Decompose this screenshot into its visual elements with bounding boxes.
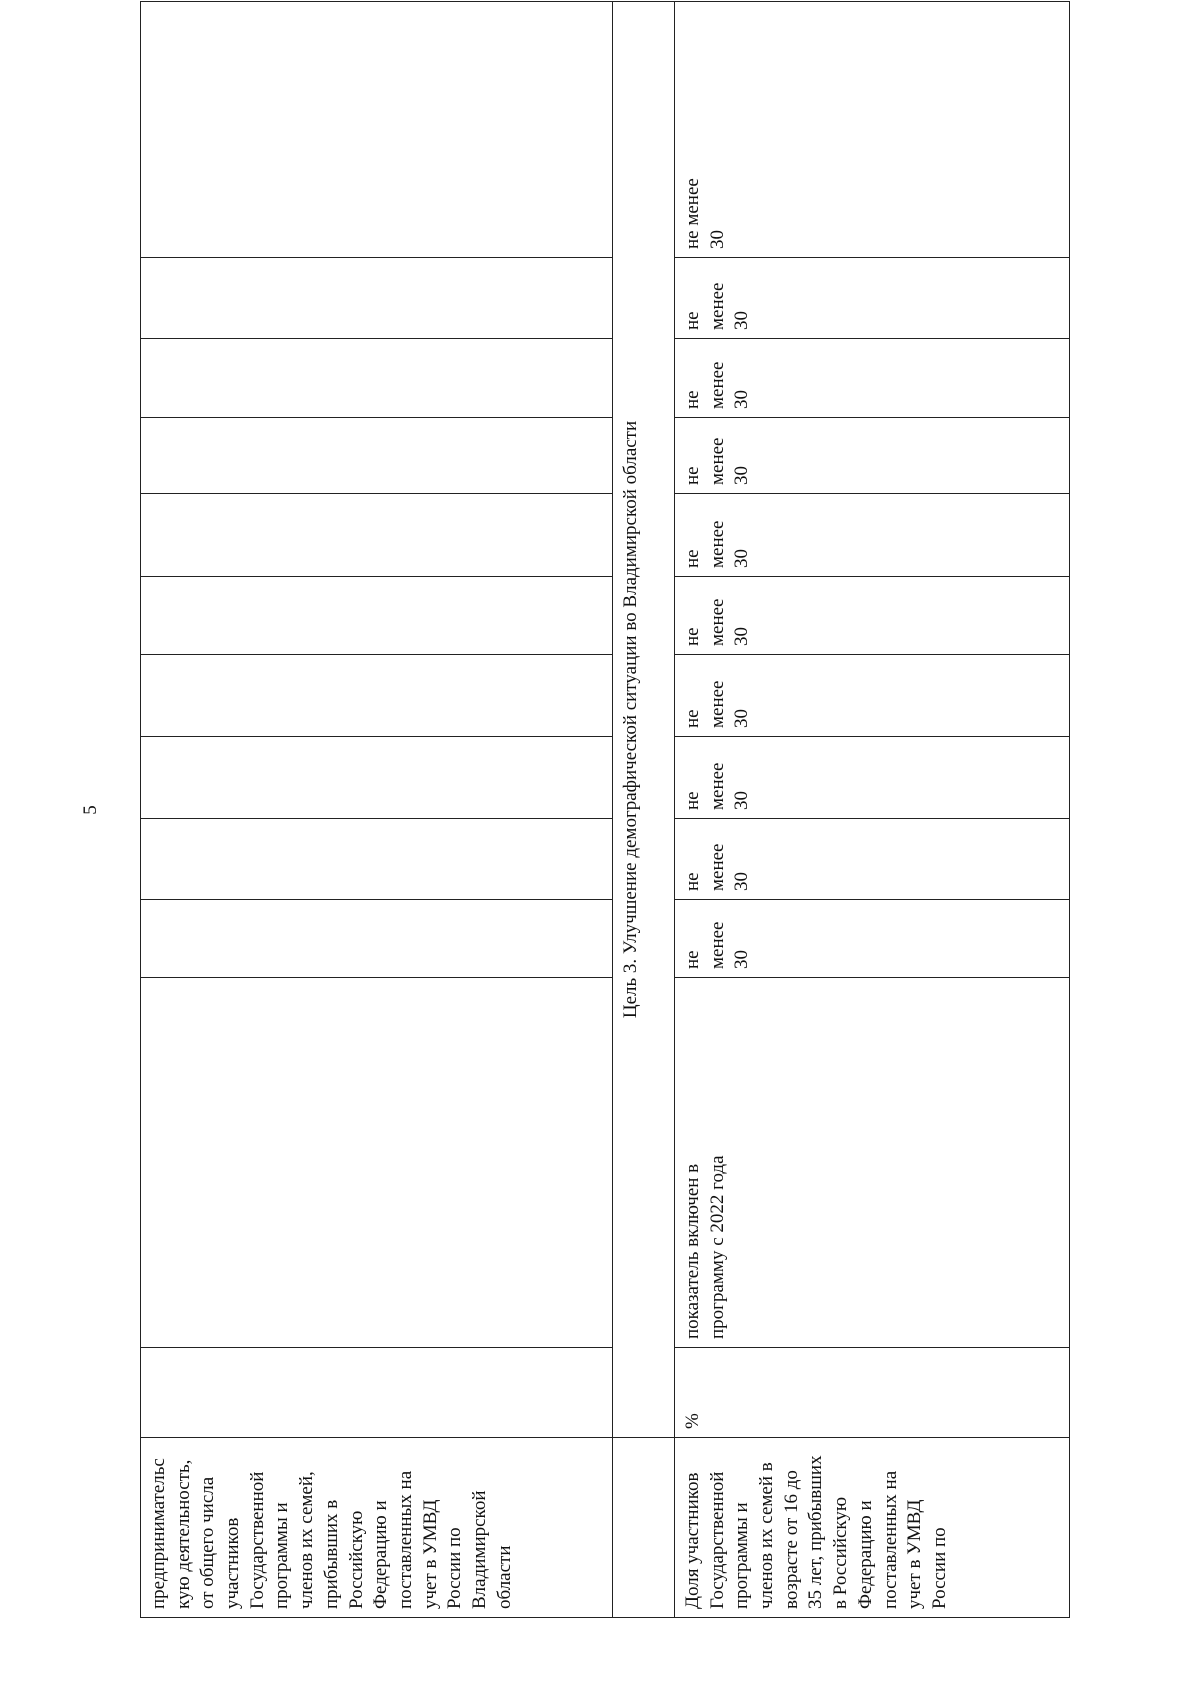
indicator-name-first: предпринимательс кую деятельность, от общего числа участников Государственной программы и членов их семей, прибывших в Российскую Федерацию и поставленных на учет в УМВД России по Владимирской области (141, 1438, 613, 1618)
value-cell-first (141, 494, 613, 577)
value-cell-second: не менее 30 (675, 258, 1070, 339)
value-cell-first (141, 737, 613, 819)
value-cell-second: не менее 30 (675, 339, 1070, 418)
unit-cell-first (141, 1348, 613, 1438)
note-cell-second: показатель включен в программу с 2022 года (675, 978, 1070, 1348)
value-cell-first (141, 655, 613, 737)
value-cell-first (141, 577, 613, 655)
goal-row-left-cell (613, 1438, 675, 1618)
value-cell-second: не менее 30 (675, 418, 1070, 494)
value-cell-second: не менее 30 (675, 494, 1070, 577)
value-cell-first (141, 339, 613, 418)
value-cell-second: не менее 30 (675, 577, 1070, 655)
value-cell-second: не менее 30 (675, 2, 1070, 258)
value-cell-second: не менее 30 (675, 900, 1070, 978)
value-cell-first (141, 418, 613, 494)
value-cell-first (141, 819, 613, 900)
indicator-table-rotated (140, 82, 1070, 1618)
value-cell-second: не менее 30 (675, 655, 1070, 737)
value-cell-first (141, 258, 613, 339)
value-cell-first (141, 900, 613, 978)
value-cell-first (141, 2, 613, 258)
value-cell-second: не менее 30 (675, 737, 1070, 819)
table-row-second (675, 2, 1070, 1618)
table-row-first (141, 2, 613, 1618)
indicator-table (140, 1, 1070, 1618)
indicator-name-second: Доля участников Государственной программы и членов их семей в возрасте от 16 до 35 лет, прибывших в Российскую Федерацию и поставленных на учет в УМВД России по (675, 1438, 1070, 1618)
page-number: 5 (80, 805, 101, 815)
note-cell-first (141, 978, 613, 1348)
value-cell-second: не менее 30 (675, 819, 1070, 900)
unit-cell-second: % (675, 1348, 1070, 1438)
table-row-goal (613, 2, 675, 1618)
goal-title: Цель 3. Улучшение демографической ситуации во Владимирской области (613, 2, 675, 1438)
